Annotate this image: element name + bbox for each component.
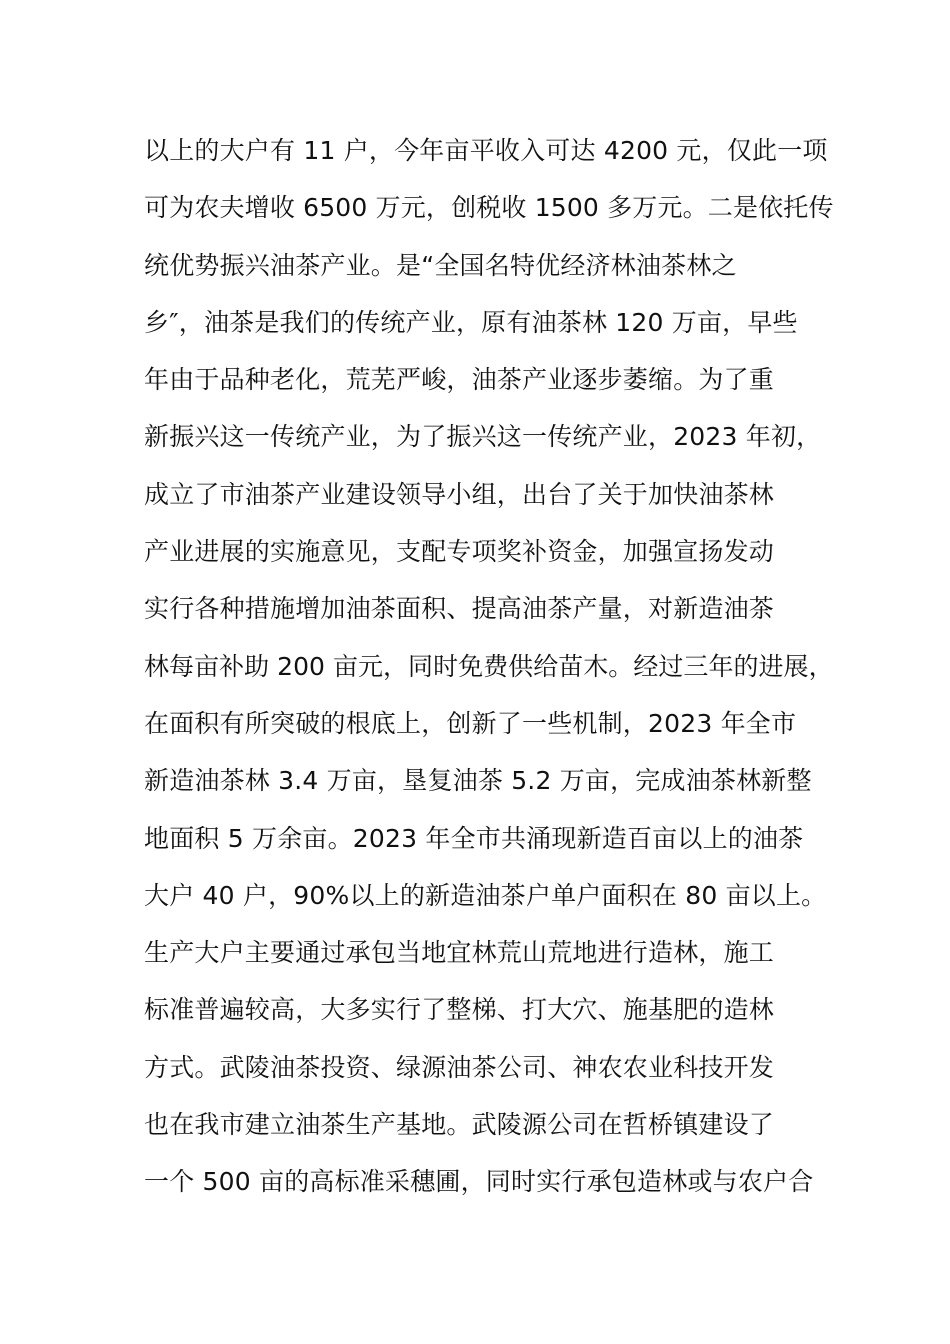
text-line: 方式。武陵油茶投资、绿源油茶公司、神农农业科技开发 <box>144 1052 775 1082</box>
text-line: 产业进展的实施意见，支配专项奖补资金，加强宣扬发动 <box>144 537 775 567</box>
text-line: 以上的大户有 11 户，今年亩平收入可达 4200 元，仅此一项 <box>144 136 828 165</box>
text-line: 实行各种措施增加油茶面积、提高油茶产量，对新造油茶 <box>144 594 775 624</box>
text-line: 乡″，油茶是我们的传统产业，原有油茶林 120 万亩，早些 <box>144 307 798 337</box>
text-line: 大户 40 户，90%以上的新造油茶户单户面积在 80 亩以上。 <box>144 880 827 910</box>
text-line: 林每亩补助 200 亩元，同时免费供给苗木。经过三年的进展， <box>144 651 834 681</box>
text-line: 标准普遍较高，大多实行了整梯、打大穴、施基肥的造林 <box>144 995 775 1025</box>
text-line: 也在我市建立油茶生产基地。武陵源公司在哲桥镇建设了 <box>144 1110 775 1140</box>
text-line: 地面积 5 万余亩。2023 年全市共涌现新造百亩以上的油茶 <box>144 823 804 853</box>
text-line: 成立了市油茶产业建设领导小组，出台了关于加快油茶林 <box>144 479 775 509</box>
text-line: 新造油茶林 3.4 万亩，垦复油茶 5.2 万亩，完成油茶林新整 <box>144 766 812 796</box>
text-line: 可为农夫增收 6500 万元，创税收 1500 多万元。二是依托传 <box>144 193 834 223</box>
text-line: 新振兴这一传统产业，为了振兴这一传统产业，2023 年初， <box>144 422 822 452</box>
text-line: 统优势振兴油茶产业。是“全国名特优经济林油茶林之 <box>144 250 737 280</box>
text-line: 生产大户主要通过承包当地宜林荒山荒地进行造林，施工 <box>144 938 775 968</box>
text-line: 在面积有所突破的根底上，创新了一些机制，2023 年全市 <box>144 708 797 738</box>
text-line: 一个 500 亩的高标准采穗圃，同时实行承包造林或与农户合 <box>144 1167 814 1197</box>
body-paragraph <box>144 129 834 1218</box>
text-line: 年由于品种老化，荒芜严峻，油茶产业逐步萎缩。为了重 <box>144 365 775 395</box>
